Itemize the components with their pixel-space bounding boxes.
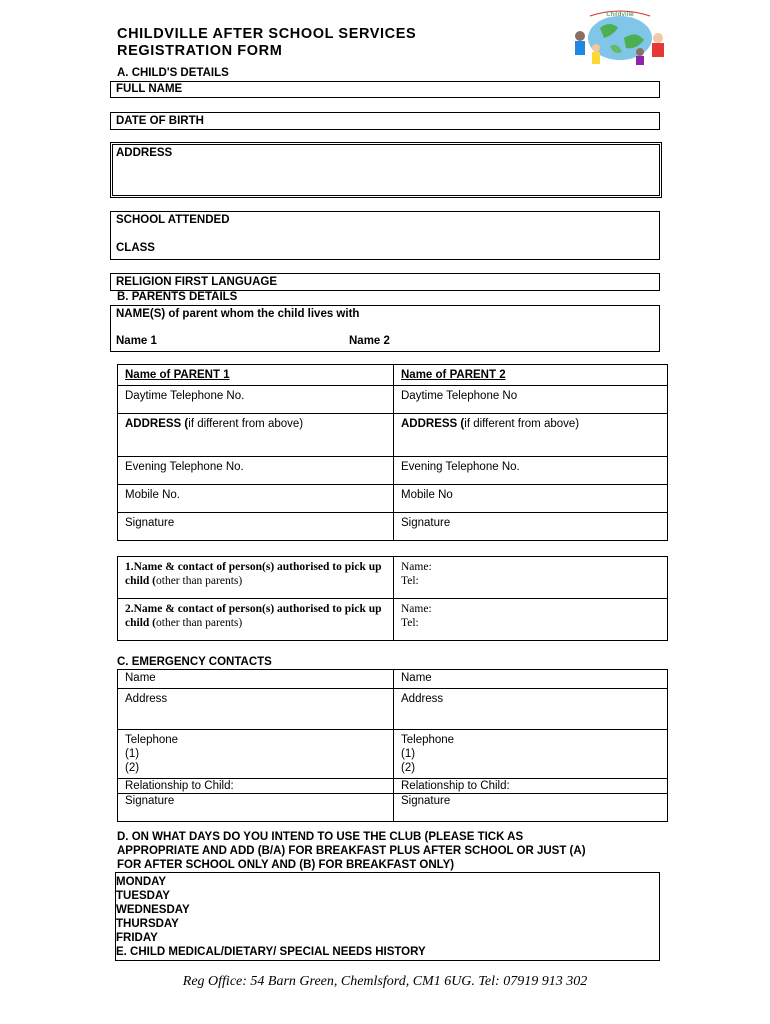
day-tuesday[interactable]: TUESDAY	[116, 890, 170, 902]
emergency1-address[interactable]: Address	[118, 689, 394, 730]
days-list	[116, 875, 426, 959]
day-monday[interactable]: MONDAY	[116, 876, 167, 888]
form-title-line1: CHILDVILLE AFTER SCHOOL SERVICES	[117, 26, 417, 42]
day-thursday[interactable]: THURSDAY	[116, 918, 179, 930]
section-a-heading: A. CHILD'S DETAILS	[117, 67, 229, 79]
parent1-day-tel[interactable]: Daytime Telephone No.	[118, 386, 394, 414]
emergency-table	[117, 669, 668, 822]
full-name-label: FULL NAME	[116, 83, 183, 95]
day-wednesday[interactable]: WEDNESDAY	[116, 904, 190, 916]
emergency1-telephone[interactable]: Telephone (1) (2)	[118, 730, 394, 779]
pickup1-contact[interactable]: Name: Tel:	[394, 557, 668, 599]
emergency2-telephone[interactable]: Telephone (1) (2)	[394, 730, 668, 779]
childville-logo	[566, 8, 670, 66]
parents-table	[117, 364, 668, 541]
parent2-evening-tel[interactable]: Evening Telephone No.	[394, 457, 668, 485]
parent-names-label: NAME(S) of parent whom the child lives with	[116, 308, 360, 320]
emergency2-address[interactable]: Address	[394, 689, 668, 730]
parent1-signature[interactable]: Signature	[118, 513, 394, 541]
parent1-mobile[interactable]: Mobile No.	[118, 485, 394, 513]
parent1-evening-tel[interactable]: Evening Telephone No.	[118, 457, 394, 485]
parent2-mobile[interactable]: Mobile No	[394, 485, 668, 513]
section-d-line3: FOR AFTER SCHOOL ONLY AND (B) FOR BREAKFAST ONLY)	[117, 859, 455, 871]
section-b-heading: B. PARENTS DETAILS	[117, 291, 238, 303]
emergency1-relationship[interactable]: Relationship to Child:	[118, 779, 394, 794]
emergency2-name[interactable]: Name	[394, 670, 668, 689]
name1-label: Name 1	[116, 335, 157, 347]
parent2-signature[interactable]: Signature	[394, 513, 668, 541]
pickup2-label: 2.Name & contact of person(s) authorised to pick up child (other than parents)	[118, 599, 394, 641]
dob-field[interactable]	[110, 112, 660, 130]
pickup-table	[117, 556, 668, 641]
section-d-heading	[117, 830, 586, 872]
parent2-header[interactable]: Name of PARENT 2	[394, 365, 668, 386]
parent2-day-tel[interactable]: Daytime Telephone No	[394, 386, 668, 414]
form-title	[117, 26, 416, 60]
parent1-address[interactable]: ADDRESS (if different from above)	[118, 414, 394, 457]
emergency2-signature[interactable]: Signature	[394, 794, 668, 822]
footer-office-address: Reg Office: 54 Barn Green, Chemlsford, CM1 6UG. Tel: 07919 913 302	[182, 974, 588, 989]
school-field[interactable]	[110, 211, 660, 260]
logo-text: Childville	[606, 11, 634, 18]
full-name-field[interactable]	[110, 81, 660, 98]
parent-names-field[interactable]	[110, 305, 660, 352]
form-title-line2: REGISTRATION FORM	[117, 43, 283, 59]
parent2-address[interactable]: ADDRESS (if different from above)	[394, 414, 668, 457]
section-d-line2: APPROPRIATE AND ADD (B/A) FOR BREAKFAST PLUS AFTER SCHOOL OR JUST (A)	[117, 845, 586, 857]
address-field[interactable]	[110, 142, 662, 198]
emergency1-name[interactable]: Name	[118, 670, 394, 689]
religion-label: RELIGION FIRST LANGUAGE	[116, 276, 277, 288]
days-box[interactable]	[115, 872, 660, 961]
section-e-heading: E. CHILD MEDICAL/DIETARY/ SPECIAL NEEDS HISTORY	[116, 946, 426, 958]
pickup1-label: 1.Name & contact of person(s) authorised to pick up child (other than parents)	[118, 557, 394, 599]
emergency2-relationship[interactable]: Relationship to Child:	[394, 779, 668, 794]
dob-label: DATE OF BIRTH	[116, 115, 204, 127]
day-friday[interactable]: FRIDAY	[116, 932, 158, 944]
parent1-header[interactable]: Name of PARENT 1	[118, 365, 394, 386]
address-label: ADDRESS	[116, 147, 173, 159]
name2-label: Name 2	[349, 335, 390, 347]
emergency1-signature[interactable]: Signature	[118, 794, 394, 822]
section-c-heading: C. EMERGENCY CONTACTS	[117, 656, 272, 668]
section-d-line1: D. ON WHAT DAYS DO YOU INTEND TO USE THE CLUB (PLEASE TICK AS	[117, 831, 524, 843]
school-label: SCHOOL ATTENDED	[116, 214, 230, 226]
religion-field[interactable]	[110, 273, 660, 291]
pickup2-contact[interactable]: Name: Tel:	[394, 599, 668, 641]
class-label: CLASS	[116, 242, 155, 254]
